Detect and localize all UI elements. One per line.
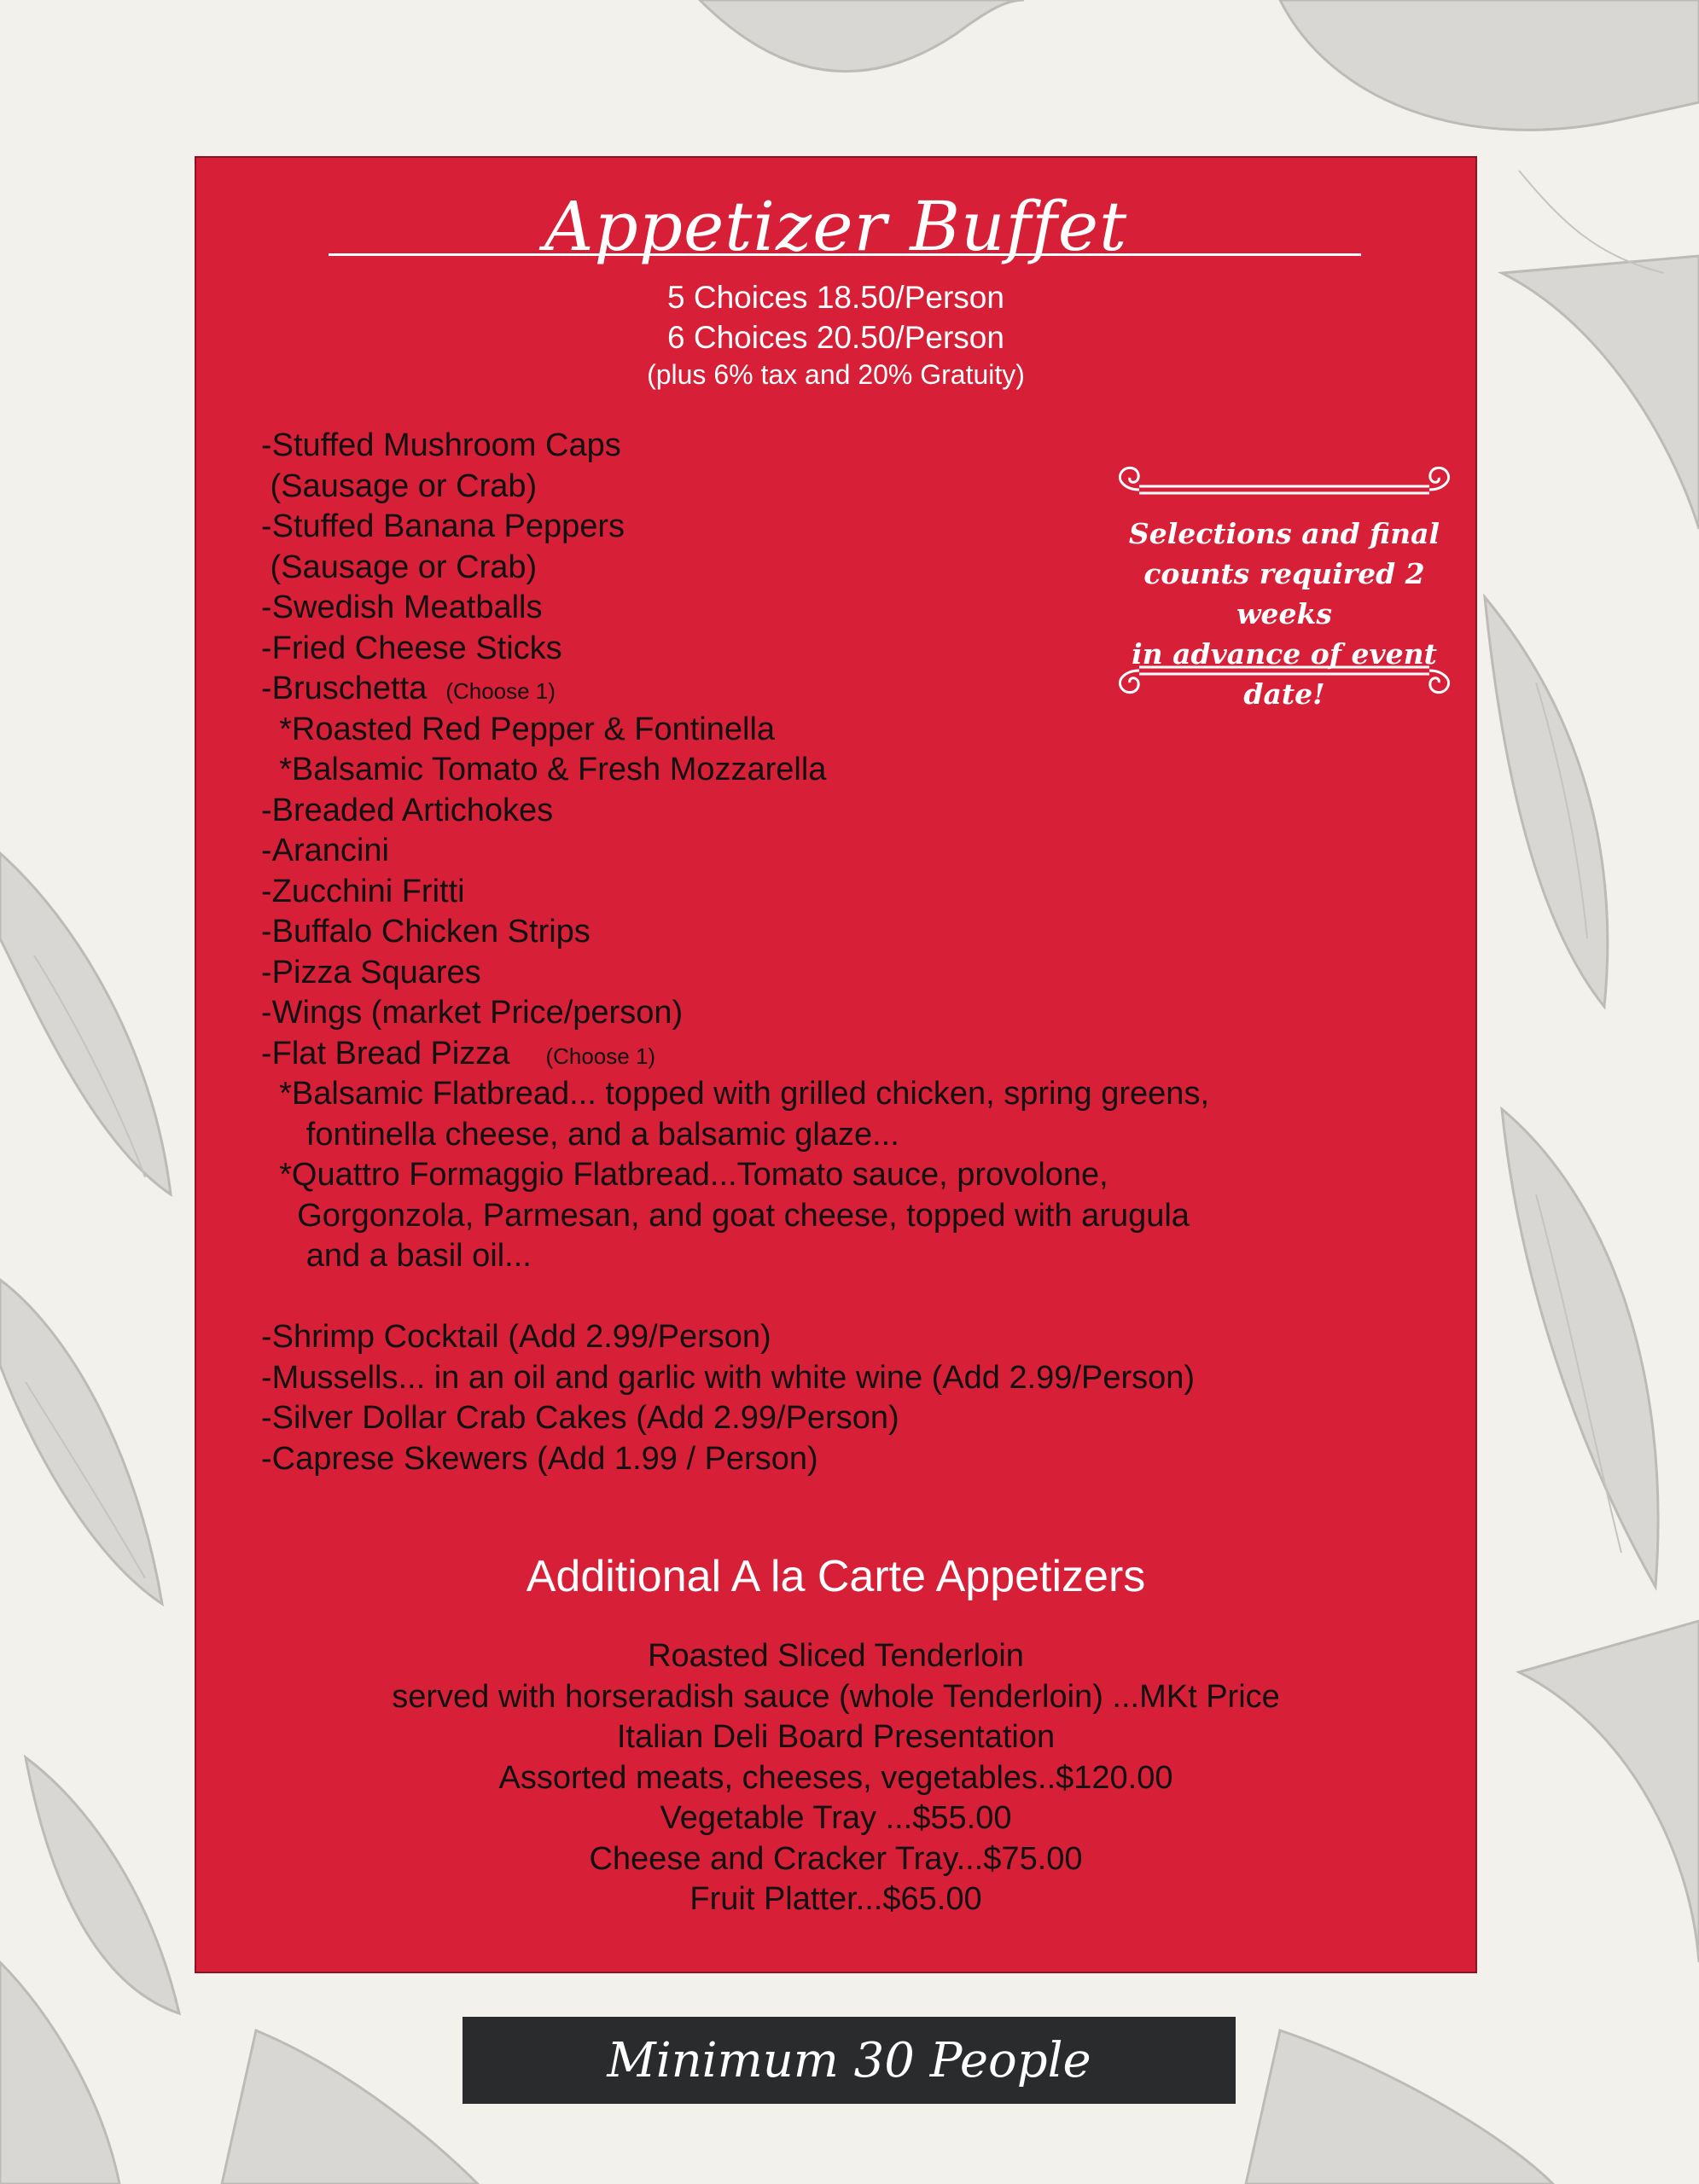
list-item: -Silver Dollar Crab Cakes (Add 2.99/Person) — [261, 1400, 899, 1436]
list-item: -Stuffed Banana Peppers — [261, 508, 625, 544]
a-la-carte-heading: Additional A la Carte Appetizers — [526, 1552, 1146, 1601]
list-item: Gorgonzola, Parmesan, and goat cheese, topped with arugula — [261, 1197, 1190, 1234]
list-item: -Fried Cheese Sticks — [261, 630, 562, 666]
price-line: 6 Choices 20.50/Person — [667, 320, 1004, 355]
list-item: *Quattro Formaggio Flatbread...Tomato sauce, provolone, — [261, 1157, 1108, 1193]
list-spacer — [261, 1277, 1370, 1318]
list-item: -Stuffed Mushroom Caps — [261, 427, 621, 463]
list-item: Assorted meats, cheeses, vegetables..$120.00 — [498, 1759, 1173, 1796]
pricing-note: (plus 6% tax and 20% Gratuity) — [647, 359, 1025, 390]
minimum-text: Minimum 30 People — [607, 2032, 1091, 2088]
list-item: -Caprese Skewers (Add 1.99 / Person) — [261, 1440, 818, 1477]
list-item: -Arancini — [261, 833, 389, 868]
list-item: -Shrimp Cocktail (Add 2.99/Person) — [261, 1319, 771, 1355]
list-item: -Zucchini Fritti — [261, 873, 465, 909]
list-item: served with horseradish sauce (whole Tenderloin) ...MKt Price — [392, 1678, 1280, 1715]
list-item: fontinella cheese, and a balsamic glaze... — [261, 1116, 899, 1153]
callout-line: counts required 2 weeks — [1143, 557, 1425, 630]
list-item-label: -Bruschetta — [261, 671, 428, 706]
price-line: 5 Choices 18.50/Person — [667, 280, 1004, 315]
choose-note: (Choose 1) — [545, 1043, 656, 1069]
list-item: -Wings (market Price/person) — [261, 995, 684, 1031]
menu-card — [195, 156, 1477, 1973]
list-item: -Breaded Artichokes — [261, 792, 554, 828]
list-item: Italian Deli Board Presentation — [616, 1719, 1056, 1755]
list-item — [261, 1034, 1370, 1075]
list-item: Cheese and Cracker Tray...$75.00 — [589, 1840, 1083, 1877]
list-item: *Roasted Red Pepper & Fontinella — [261, 711, 776, 747]
list-item: (Sausage or Crab) — [261, 468, 538, 504]
minimum-banner — [463, 2017, 1236, 2104]
scroll-ornament-bottom — [1109, 648, 1459, 700]
list-item: *Balsamic Tomato & Fresh Mozzarella — [261, 752, 827, 787]
scroll-ornament-top — [1109, 461, 1459, 512]
list-item: (Sausage or Crab) — [261, 549, 538, 585]
menu-title: Appetizer Buffet — [544, 187, 1128, 266]
list-item: Roasted Sliced Tenderloin — [648, 1638, 1024, 1674]
list-item: -Pizza Squares — [261, 954, 481, 990]
callout-line: in advance of event date! — [1132, 637, 1437, 711]
list-item: *Balsamic Flatbread... topped with grilled chicken, spring greens, — [261, 1076, 1209, 1112]
choose-note: (Choose 1) — [445, 678, 556, 704]
callout-line: Selections and final — [1128, 517, 1440, 550]
list-item: -Buffalo Chicken Strips — [261, 914, 591, 950]
list-item: Fruit Platter...$65.00 — [689, 1881, 982, 1917]
list-item-label: -Flat Bread Pizza — [261, 1035, 510, 1072]
a-la-carte-list — [196, 1636, 1475, 1920]
advance-notice-callout — [1109, 461, 1459, 711]
list-item: -Swedish Meatballs — [261, 590, 543, 625]
pricing-block — [196, 277, 1475, 392]
list-item: -Mussells... in an oil and garlic with white wine (Add 2.99/Person) — [261, 1359, 1196, 1396]
list-item: and a basil oil... — [261, 1238, 532, 1274]
list-item: Vegetable Tray ...$55.00 — [660, 1800, 1012, 1836]
